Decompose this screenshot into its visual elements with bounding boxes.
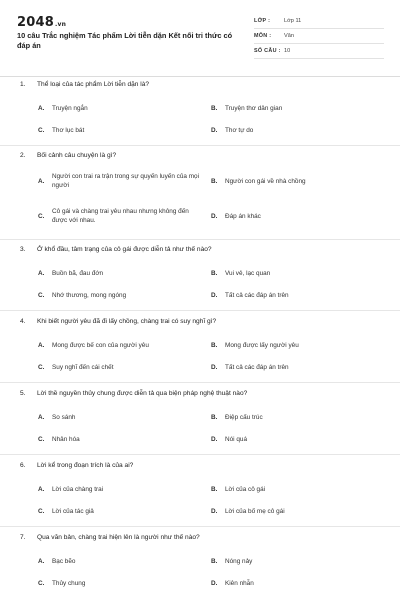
option-letter: B. <box>211 342 218 349</box>
option-text: Thơ lục bát <box>52 127 85 134</box>
meta-value: Lớp 11 <box>284 18 302 24</box>
option-letter: A. <box>38 270 45 277</box>
question-number: 5. <box>20 390 26 397</box>
option-letter: B. <box>211 414 218 421</box>
option-letter: A. <box>38 342 45 349</box>
question-divider <box>0 454 400 455</box>
question-number: 2. <box>20 152 26 159</box>
option-d[interactable] <box>211 212 261 221</box>
option-b[interactable] <box>211 104 282 113</box>
option-c[interactable] <box>38 507 94 516</box>
option-letter: C. <box>38 436 45 443</box>
option-letter: A. <box>38 177 45 185</box>
question-text <box>20 318 216 325</box>
option-text: Nhân hóa <box>52 436 80 443</box>
option-letter: C. <box>38 580 45 587</box>
option-d[interactable] <box>211 579 254 588</box>
option-letter: D. <box>211 436 218 443</box>
option-text: Đáp án khác <box>225 213 261 220</box>
option-text: Suy nghĩ đến cái chết <box>52 364 114 371</box>
logo-domain: .vn <box>54 21 67 28</box>
option-text: Kiên nhẫn <box>225 580 254 587</box>
option-c[interactable] <box>38 207 202 225</box>
option-text: Nhớ thương, mong ngóng <box>52 292 127 299</box>
option-b[interactable] <box>211 341 299 350</box>
meta-key: LỚP : <box>254 18 271 24</box>
question-number: 1. <box>20 81 26 88</box>
option-b[interactable] <box>211 269 270 278</box>
option-text: Tất cả các đáp án trên <box>225 292 289 299</box>
option-text: Tất cả các đáp án trên <box>225 364 289 371</box>
option-c[interactable] <box>38 435 80 444</box>
option-letter: B. <box>211 270 218 277</box>
option-d[interactable] <box>211 363 289 372</box>
meta-value: Văn <box>284 33 294 39</box>
option-a[interactable] <box>38 104 88 113</box>
option-letter: C. <box>38 508 45 515</box>
option-text: Truyện ngắn <box>52 105 88 112</box>
question-number: 7. <box>20 534 26 541</box>
option-letter: C. <box>38 292 45 299</box>
option-a[interactable] <box>38 485 103 494</box>
option-c[interactable] <box>38 291 126 300</box>
question-divider <box>0 382 400 383</box>
option-letter: C. <box>38 212 45 220</box>
option-text: Mong được bế con của người yêu <box>52 342 149 349</box>
document-header <box>0 0 400 70</box>
option-letter: B. <box>211 486 218 493</box>
option-letter: B. <box>211 558 218 565</box>
question-prompt: Qua văn bản, chàng trai hiện lên là người như thế nào? <box>37 534 200 541</box>
option-text: Nói quá <box>225 436 248 443</box>
question-text <box>20 390 247 397</box>
option-d[interactable] <box>211 126 253 135</box>
option-text: Cô gái và chàng trai yêu nhau nhưng không đến được với nhau. <box>52 208 189 224</box>
option-letter: D. <box>211 580 218 587</box>
site-logo[interactable] <box>17 15 66 30</box>
option-c[interactable] <box>38 363 113 372</box>
question-text <box>20 81 149 88</box>
option-a[interactable] <box>38 172 208 190</box>
meta-row-subject <box>254 30 384 44</box>
option-letter: A. <box>38 105 45 112</box>
question-text <box>20 534 200 541</box>
option-b[interactable] <box>211 557 252 566</box>
option-letter: D. <box>211 292 218 299</box>
meta-value: 10 <box>284 48 291 54</box>
option-letter: D. <box>211 213 218 220</box>
option-letter: C. <box>38 127 45 134</box>
option-text: Thủy chung <box>52 580 86 587</box>
document-title: 10 câu Trắc nghiệm Tác phẩm Lời tiễn dặn Kết nối tri thức có đáp án <box>17 31 233 50</box>
option-text: Buồn bã, đau đớn <box>52 270 104 277</box>
question-number: 4. <box>20 318 26 325</box>
option-c[interactable] <box>38 579 85 588</box>
option-letter: B. <box>211 105 218 112</box>
option-a[interactable] <box>38 413 75 422</box>
meta-row-count <box>254 45 384 59</box>
option-letter: D. <box>211 127 218 134</box>
option-text: Truyện thơ dân gian <box>225 105 283 112</box>
option-a[interactable] <box>38 341 149 350</box>
question-text <box>20 462 133 469</box>
question-divider <box>0 526 400 527</box>
option-a[interactable] <box>38 269 103 278</box>
option-text: Thơ tự do <box>225 127 254 134</box>
question-number: 3. <box>20 246 26 253</box>
question-text <box>20 246 212 253</box>
option-text: Lời của chàng trai <box>52 486 104 493</box>
option-text: So sánh <box>52 414 76 421</box>
option-text: Điệp cấu trúc <box>225 414 263 421</box>
option-text: Lời của bố mẹ cô gái <box>225 508 285 515</box>
option-letter: B. <box>211 178 218 185</box>
option-letter: A. <box>38 558 45 565</box>
option-text: Mong được lấy người yêu <box>225 342 299 349</box>
option-b[interactable] <box>211 177 306 186</box>
option-a[interactable] <box>38 557 75 566</box>
question-prompt: Lời thề nguyền thủy chung được diễn tả qua biện pháp nghệ thuật nào? <box>37 390 248 397</box>
option-letter: D. <box>211 508 218 515</box>
option-letter: A. <box>38 414 45 421</box>
question-number: 6. <box>20 462 26 469</box>
question-prompt: Bối cảnh câu chuyện là gì? <box>37 152 117 159</box>
option-b[interactable] <box>211 485 265 494</box>
option-b[interactable] <box>211 413 263 422</box>
question-prompt: Khi biết người yêu đã đi lấy chồng, chàng trai có suy nghĩ gì? <box>37 318 217 325</box>
question-divider <box>0 239 400 240</box>
option-d[interactable] <box>211 435 247 444</box>
question-text <box>20 152 116 159</box>
meta-key: SỐ CÂU : <box>254 48 281 54</box>
question-prompt: Thể loại của tác phẩm Lời tiễn dặn là? <box>37 81 150 88</box>
option-c[interactable] <box>38 126 84 135</box>
question-prompt: Lời kể trong đoạn trích là của ai? <box>37 462 134 469</box>
header-divider <box>0 76 400 77</box>
question-divider <box>0 145 400 146</box>
meta-key: MÔN : <box>254 33 272 39</box>
question-prompt: Ở khổ đầu, tâm trạng của cô gái được diễn tả như thế nào? <box>37 246 212 253</box>
question-divider <box>0 310 400 311</box>
option-text: Lời của tác giả <box>52 508 94 515</box>
option-d[interactable] <box>211 507 285 516</box>
option-d[interactable] <box>211 291 289 300</box>
meta-row-grade <box>254 15 384 29</box>
logo-text: 2048 <box>17 15 54 30</box>
option-letter: D. <box>211 364 218 371</box>
option-letter: A. <box>38 486 45 493</box>
option-text: Lời của cô gái <box>225 486 266 493</box>
option-text: Bạc bẽo <box>52 558 76 565</box>
option-text: Vui vẻ, lạc quan <box>225 270 271 277</box>
option-text: Người con gái về nhà chồng <box>225 178 306 185</box>
option-text: Người con trai ra trận trong sự quyến luyến của mọi người <box>52 173 200 189</box>
option-text: Nóng nảy <box>225 558 253 565</box>
option-letter: C. <box>38 364 45 371</box>
